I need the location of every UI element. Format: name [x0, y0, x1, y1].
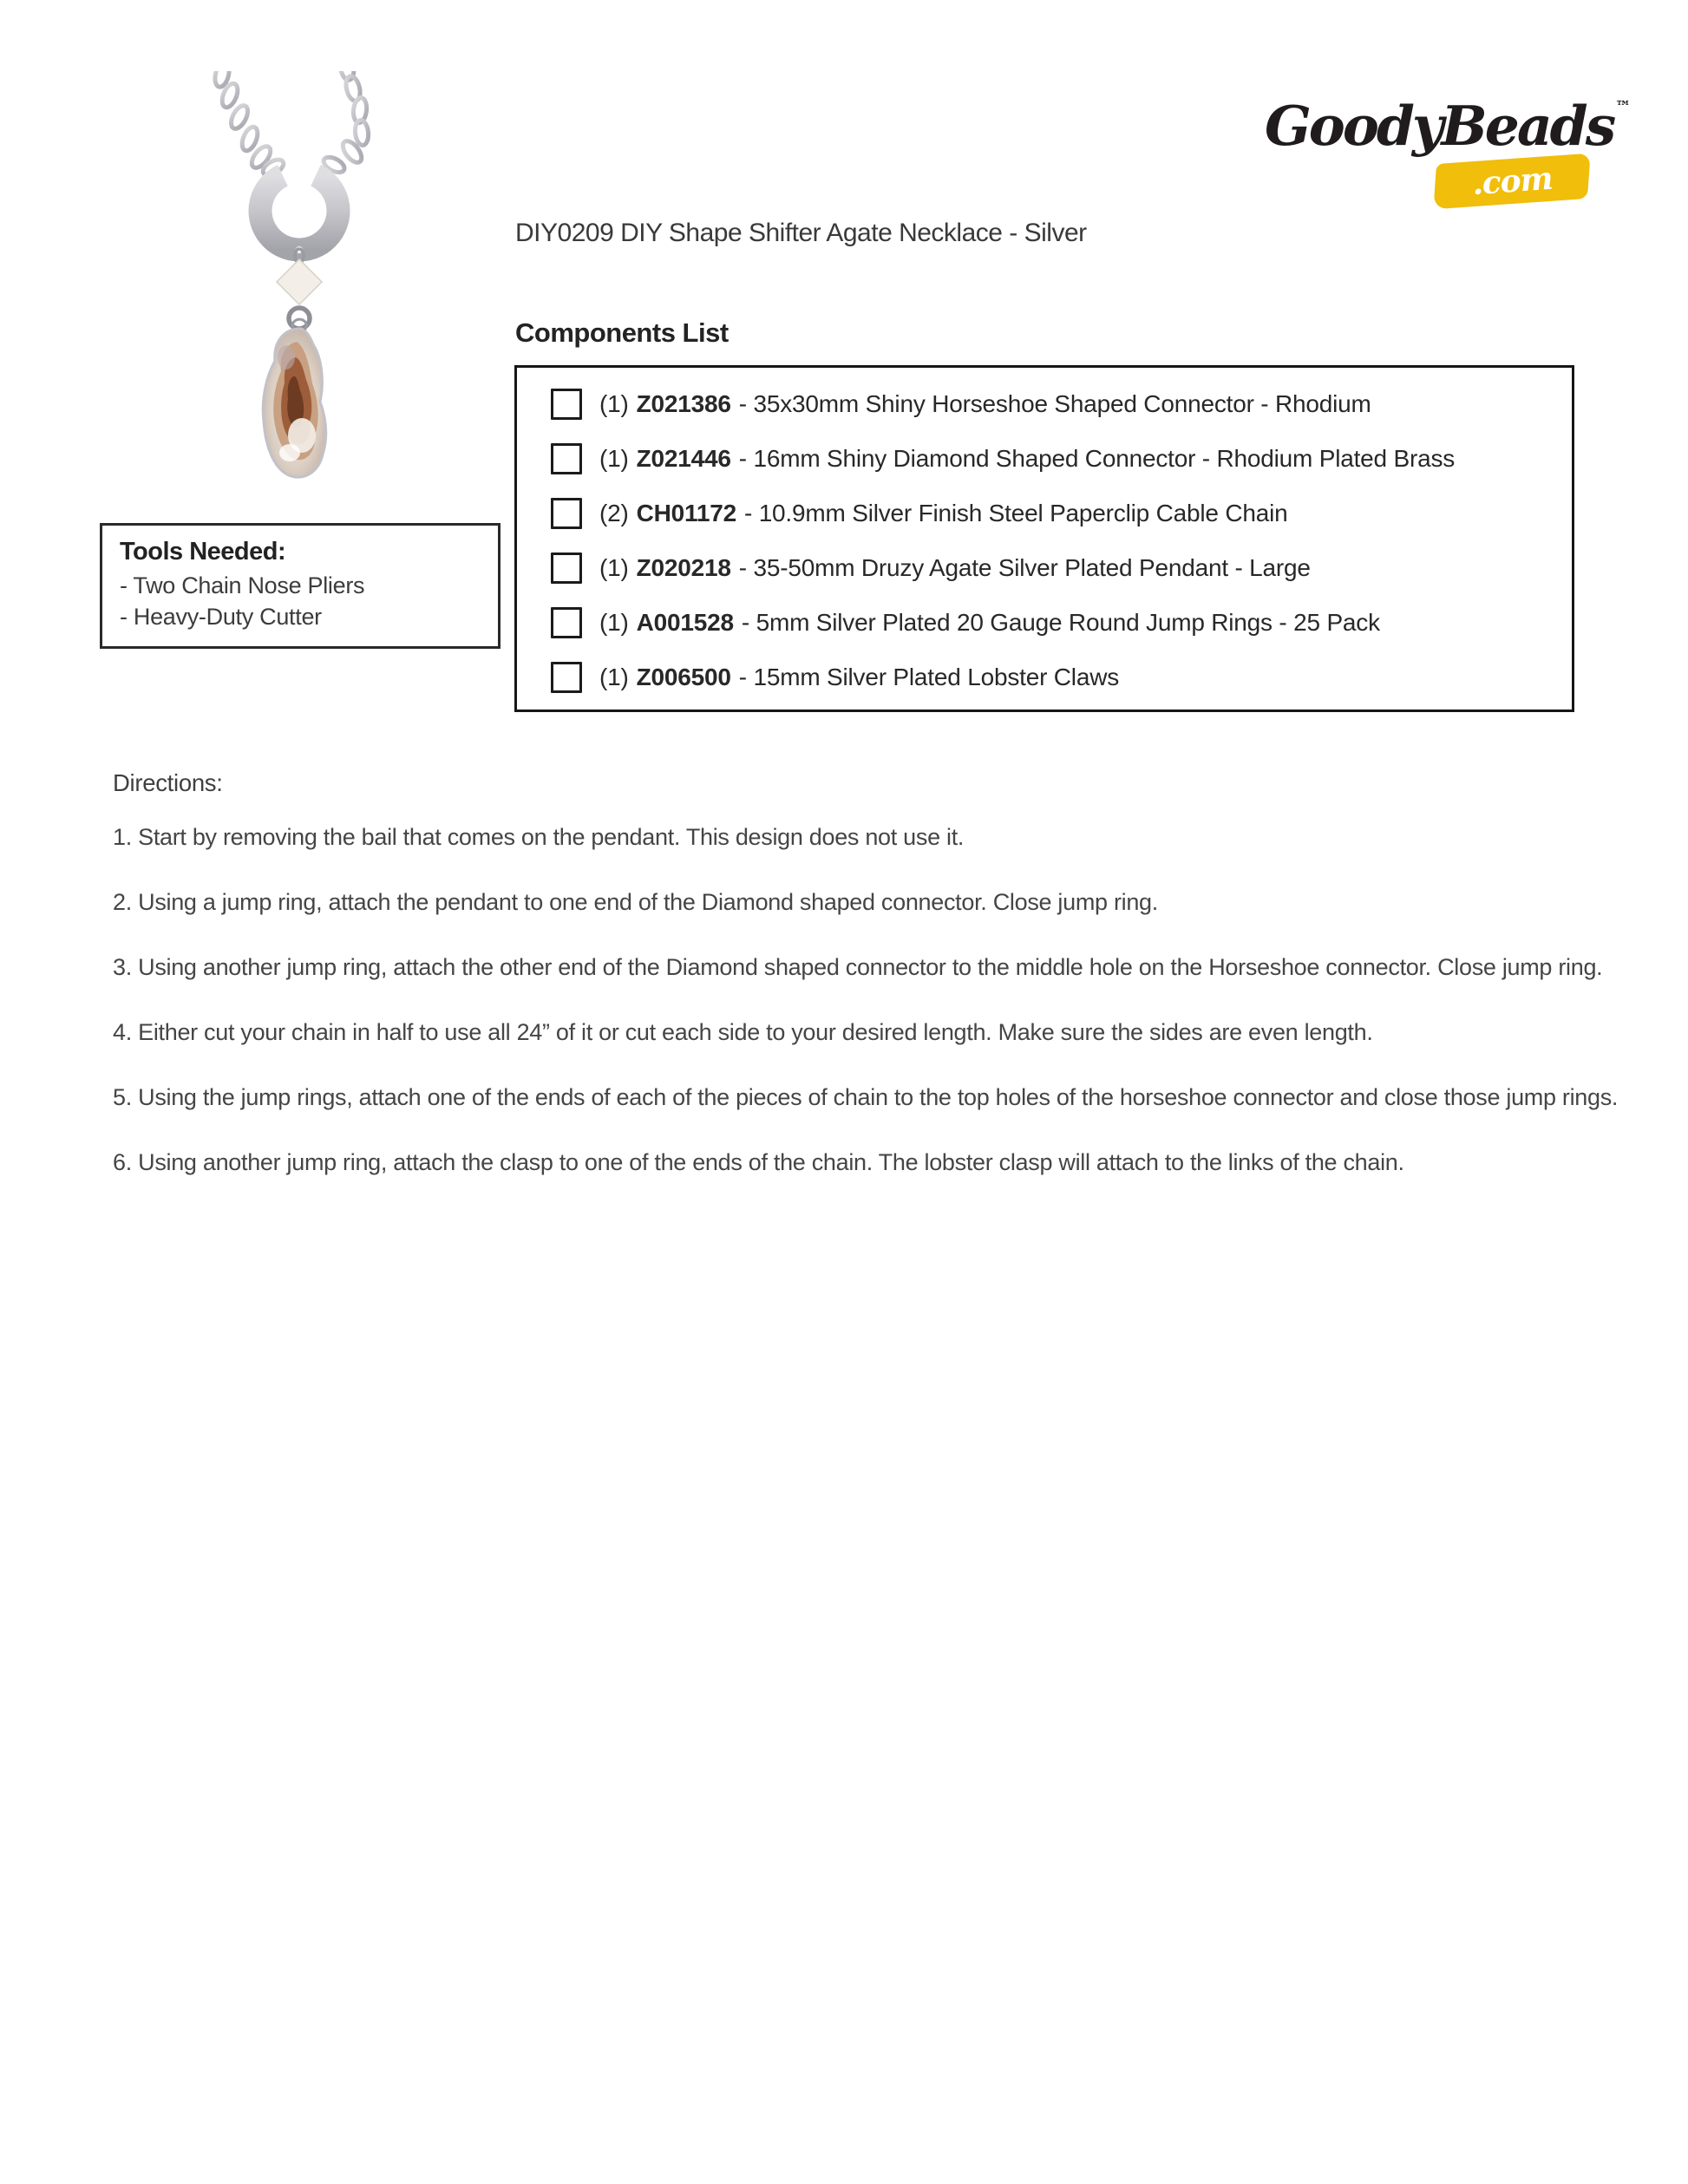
component-qty: (1): [599, 444, 629, 472]
components-heading: Components List: [515, 317, 729, 348]
component-checkbox[interactable]: [551, 498, 582, 529]
chain-left: [213, 71, 286, 179]
component-text: [599, 390, 1371, 418]
directions-heading: Directions:: [113, 769, 223, 796]
logo-brand-text: GoodyBeads: [1265, 94, 1614, 158]
component-desc: - 35-50mm Druzy Agate Silver Plated Pendant - Large: [738, 553, 1311, 581]
component-text: [599, 554, 1311, 582]
component-desc: - 35x30mm Shiny Horseshoe Shaped Connector - Rhodium: [738, 389, 1371, 417]
component-sku: CH01172: [636, 499, 736, 526]
component-qty: (2): [599, 499, 629, 526]
page-title: DIY0209 DIY Shape Shifter Agate Necklace - Silver: [515, 219, 1087, 247]
component-item: [517, 595, 1572, 650]
horseshoe-connector: [260, 175, 338, 253]
necklace-illustration: [139, 71, 442, 505]
component-sku: Z020218: [636, 553, 731, 581]
direction-step: 3. Using another jump ring, attach the other end of the Diamond shaped connector to the middle hole on the Horseshoe connector. Close jump ring.: [113, 954, 1603, 980]
component-qty: (1): [599, 663, 629, 690]
component-sku: Z021446: [636, 444, 731, 472]
components-list: [514, 365, 1574, 712]
product-photo: [139, 71, 442, 505]
diamond-connector: [277, 259, 322, 304]
component-sku: A001528: [636, 608, 734, 636]
direction-step: 1. Start by removing the bail that comes on the pendant. This design does not use it.: [113, 824, 965, 850]
logo-com-banner: [1433, 154, 1590, 210]
component-item: [517, 650, 1572, 704]
directions-section: [113, 767, 1639, 1211]
component-checkbox[interactable]: [551, 553, 582, 584]
agate-pendant: [263, 319, 325, 477]
component-desc: - 16mm Shiny Diamond Shaped Connector - Rhodium Plated Brass: [738, 444, 1456, 472]
component-desc: - 5mm Silver Plated 20 Gauge Round Jump Rings - 25 Pack: [741, 608, 1380, 636]
component-text: [599, 445, 1455, 473]
component-desc: - 10.9mm Silver Finish Steel Paperclip Cable Chain: [743, 499, 1288, 526]
component-qty: (1): [599, 389, 629, 417]
component-checkbox[interactable]: [551, 607, 582, 638]
trademark-symbol: ™: [1615, 98, 1632, 116]
component-sku: Z021386: [636, 389, 731, 417]
logo-wordmark: [1265, 94, 1631, 158]
direction-step: 6. Using another jump ring, attach the clasp to one of the ends of the chain. The lobster clasp will attach to the links of the chain.: [113, 1149, 1404, 1175]
direction-step: 5. Using the jump rings, attach one of the ends of each of the pieces of chain to the top holes of the horseshoe connector and close those jump rings.: [113, 1084, 1619, 1110]
component-item: [517, 486, 1572, 540]
tools-needed-box: [100, 523, 501, 649]
direction-step: 2. Using a jump ring, attach the pendant to one end of the Diamond shaped connector. Close jump ring.: [113, 889, 1158, 915]
logo-domain-text: .com: [1470, 160, 1554, 203]
component-item: [517, 431, 1572, 486]
direction-step: 4. Either cut your chain in half to use all 24” of it or cut each side to your desired length. Make sure the sides are even length.: [113, 1019, 1373, 1045]
component-sku: Z006500: [636, 663, 731, 690]
component-text: [599, 664, 1119, 691]
component-checkbox[interactable]: [551, 443, 582, 474]
component-item: [517, 540, 1572, 595]
component-text: [599, 609, 1380, 637]
component-desc: - 15mm Silver Plated Lobster Claws: [738, 663, 1120, 690]
tools-heading: Tools Needed:: [120, 538, 286, 566]
component-checkbox[interactable]: [551, 662, 582, 693]
component-qty: (1): [599, 553, 629, 581]
tool-item: - Heavy-Duty Cutter: [120, 604, 322, 630]
tool-item: - Two Chain Nose Pliers: [120, 572, 365, 598]
component-checkbox[interactable]: [551, 389, 582, 420]
component-qty: (1): [599, 608, 629, 636]
component-text: [599, 500, 1287, 527]
goodybeads-logo: [1265, 94, 1632, 224]
component-item: [517, 376, 1572, 431]
chain-right: [321, 71, 370, 175]
